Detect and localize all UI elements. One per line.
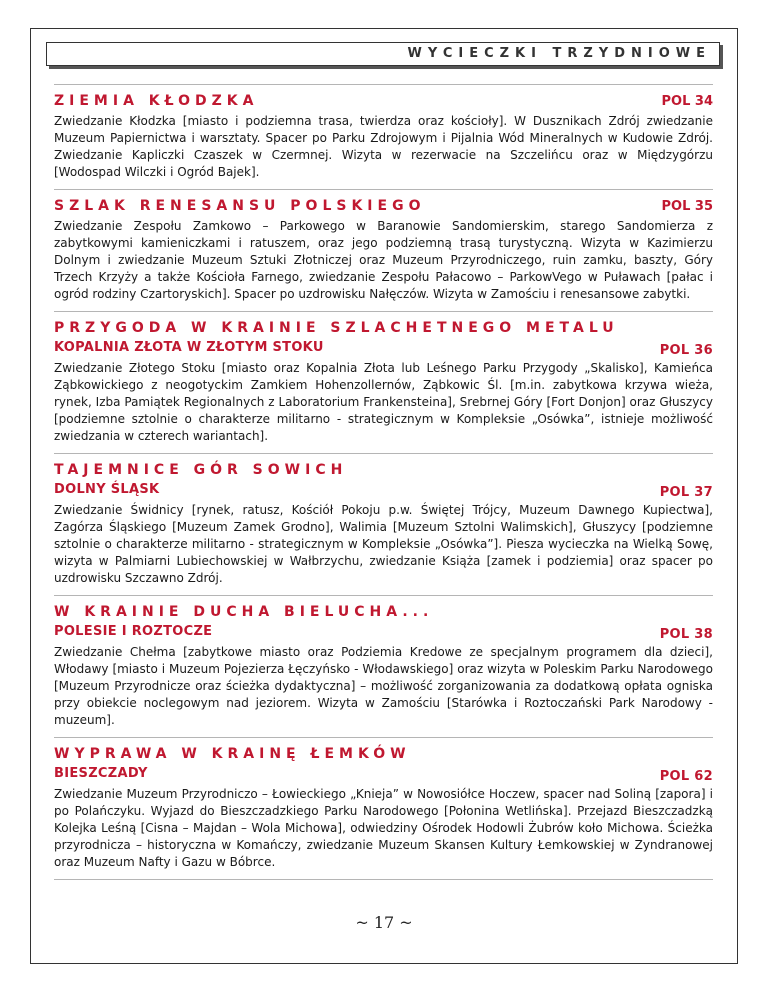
section-body: Zwiedzanie Chełma [zabytkowe miasto oraz Podziemia Kredowe ze specjalnym programem dla dzieci], Włodawy [miasto i Muzeum Pojezierza Łęczyńsko - Włodawskiego] oraz wizyta w Poleskim Parku Narodowego [Muzeum Przyrodnicze oraz ścieżka dydaktyczna] – możliwość zorganizowania za dodatkową opłata ogniska przy obiekcie noclegowym nad jeziorem. Wizyta w Zamościu [Starówka i Roztoczański Park Narodowy - muzeum]. <box>54 645 713 727</box>
section-code: POL 35 <box>661 199 713 214</box>
section-subtitle: POLESIE I ROZTOCZE <box>54 624 213 639</box>
section-przygoda <box>54 312 713 453</box>
section-code: POL 62 <box>659 769 713 784</box>
section-title: W KRAINIE DUCHA BIELUCHA... <box>54 604 434 620</box>
section-code: POL 37 <box>659 485 713 500</box>
divider <box>54 879 713 880</box>
section-body: Zwiedzanie Kłodzka [miasto i podziemna trasa, twierdza oraz kościoły]. W Dusznikach Zdrój zwiedzanie Muzeum Papiernictwa i warsztaty. Spacer po Parku Zdrojowym i Pijalnia Wód Mineralnych w Kudowie Zdrój. Zwiedzanie Kapliczki Czaszek w Czermnej. Wizyta w rezerwacie na Szczelińcu oraz w Międzygórzu [Wodospad Wilczki i Ogród Bajek]. <box>54 114 713 179</box>
section-title: PRZYGODA W KRAINIE SZLACHETNEGO METALU <box>54 320 619 336</box>
header-bar <box>46 42 720 66</box>
section-body: Zwiedzanie Świdnicy [rynek, ratusz, Kościół Pokoju p.w. Świętej Trójcy, Muzeum Dawnego Kupiectwa], Zagórza Śląskiego [Muzeum Zamek Grodno], Walimia [Muzeum Sztolni Walimskich], Głuszycy [podziemne sztolnie o charakterze militarno - strategicznym w Kompleksie „Osówka”]. Piesza wycieczka na Wielką Sowę, wizyta w Palmiarni Lubiechowskiej w Wałbrzychu, zwiedzanie Książa [zamek i podziemia] oraz spacer po uzdrowisku Szczawno Zdrój. <box>54 503 713 585</box>
section-body: Zwiedzanie Muzeum Przyrodniczo – Łowieckiego „Knieja” w Nowosiółce Hoczew, spacer nad Soliną [zapora] i po Polańczyku. Wyjazd do Bieszczadzkiego Parku Narodowego [Połonina Wetlińska]. Przejazd Bieszczadzką Kolejka Leśną [Cisna – Majdan – Wola Michowa], odwiedziny Ośrodek Hodowli Żubrów koło Michowa. Ścieżka przyrodnicza – historyczna w Komańczy, zwiedzanie Muzeum Skansen Kultury Łemkowskiej w Zyndranowej oraz Muzeum Nafty i Gazu w Bóbrce. <box>54 787 713 869</box>
section-title: WYPRAWA W KRAINĘ ŁEMKÓW <box>54 746 411 762</box>
section-ziemia-klodzka <box>54 85 713 189</box>
section-title: TAJEMNICE GÓR SOWICH <box>54 462 348 478</box>
header-title: WYCIECZKI TRZYDNIOWE <box>407 46 711 61</box>
section-code: POL 34 <box>661 94 713 109</box>
section-subtitle: BIESZCZADY <box>54 766 148 781</box>
section-code: POL 38 <box>659 627 713 642</box>
section-subtitle: DOLNY ŚLĄSK <box>54 482 160 497</box>
section-body: Zwiedzanie Złotego Stoku [miasto oraz Kopalnia Złota lub Leśnego Parku Przygody „Skalisko], Kamieńca Ząbkowickiego z neogotyckim Zamkiem Hohenzollernów, Ząbkowic Śl. [m.in. zabytkowa krzywa wieża, rynek, Izba Pamiątek Regionalnych z Laboratorium Frankensteina], Srebrnej Góry [Fort Donjon] oraz Głuszycy [podziemne sztolnie o charakterze militarno - strategicznym w Kompleksie „Osówka”, istnieje możliwość zwiedzania w czterech wariantach]. <box>54 361 713 443</box>
section-body: Zwiedzanie Zespołu Zamkowo – Parkowego w Baranowie Sandomierskim, starego Sandomierza z zabytkowymi kamieniczkami i ratuszem, oraz jego podziemną trasą turystyczną. Wizyta w Kazimierzu Dolnym i zwiedzanie Muzeum Sztuki Złotniczej oraz Muzeum Przyrodniczego, ruin zamku, baszty, Góry Trzech Krzyży a także Kościoła Farnego, zwiedzanie Zespołu Pałacowo – ParkowVego w Puławach [pałac i ogród rodziny Czartoryskich]. Spacer po uzdrowisku Nałęczów. Wizyta w Zamościu i renesansowe zabytki. <box>54 219 713 301</box>
content <box>54 84 713 880</box>
section-ducha-bielucha <box>54 596 713 737</box>
section-tajemnice <box>54 454 713 595</box>
section-title: ZIEMIA KŁODZKA <box>54 93 259 109</box>
section-szlak-renesansu <box>54 190 713 311</box>
page-number: ~ 17 ~ <box>355 913 413 932</box>
section-krainie-lemkow <box>54 738 713 879</box>
section-code: POL 36 <box>659 343 713 358</box>
section-title: SZLAK RENESANSU POLSKIEGO <box>54 198 426 214</box>
section-subtitle: KOPALNIA ZŁOTA W ZŁOTYM STOKU <box>54 340 324 355</box>
